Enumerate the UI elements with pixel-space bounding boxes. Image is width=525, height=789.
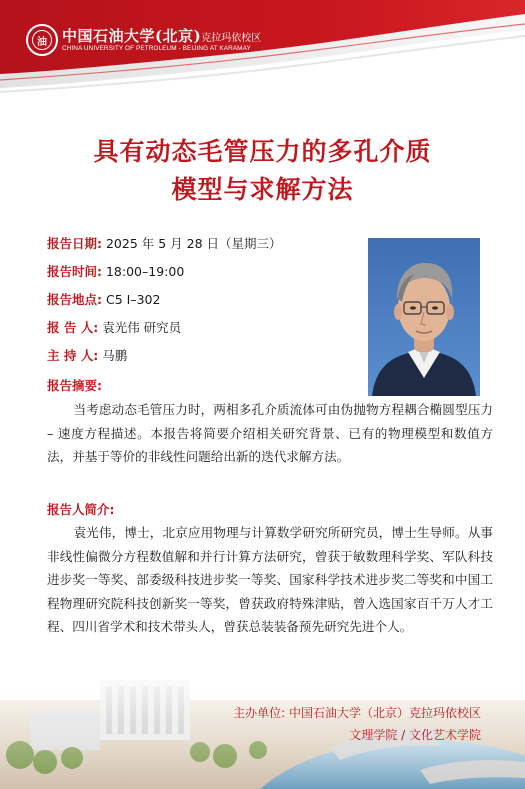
- header-swoosh: [0, 0, 525, 110]
- lecture-title: [0, 133, 525, 209]
- info-speaker: [47, 318, 181, 336]
- speaker-value: 袁光伟 研究员: [102, 320, 182, 335]
- info-time: [47, 262, 184, 280]
- speaker-photo: [368, 238, 480, 396]
- info-host: [47, 346, 127, 364]
- info-date: [47, 234, 282, 252]
- title-line-1: 具有动态毛管压力的多孔介质: [93, 137, 432, 166]
- host-label: 主 持 人:: [47, 348, 99, 363]
- speaker-label: 报 告 人:: [47, 320, 99, 335]
- bio-label: 报告人简介:: [47, 502, 115, 517]
- place-label: 报告地点:: [47, 292, 102, 307]
- time-value: 18:00–19:00: [105, 264, 185, 279]
- date-value: 2025 年 5 月 28 日（星期三）: [105, 236, 282, 251]
- place-value: C5 I–302: [105, 292, 161, 307]
- organizer-line-1: 主办单位: 中国石油大学（北京）克拉玛依校区: [233, 706, 481, 720]
- campus-name: 克拉玛依校区: [201, 33, 262, 44]
- host-value: 马鹏: [102, 348, 128, 363]
- title-line-2: 模型与求解方法: [171, 175, 354, 204]
- info-place: [47, 290, 160, 308]
- university-seal-icon: 油: [26, 24, 58, 56]
- school-name-cn: [62, 25, 261, 46]
- date-label: 报告日期:: [47, 236, 102, 251]
- school-name-en: CHINA UNIVERSITY OF PETROLEUM - BEIJING AT KARAMAY: [62, 45, 251, 52]
- time-label: 报告时间:: [47, 264, 102, 279]
- bio-text: 袁光伟，博士，北京应用物理与计算数学研究所研究员，博士生导师。从事非线性偏微分方程数值解和并行计算方法研究，曾获于敏数理科学奖、军队科技进步奖一等奖、部委级科技进步奖一等奖、国家科学技术进步奖二等奖和中国工程物理研究院科技创新奖一等奖，曾获政府特殊津贴，曾入选国家百千万人才工程、四川省学术和技术带头人，曾获总装装备预先研究先进个人。: [47, 525, 493, 634]
- campus-illustration: [0, 660, 525, 789]
- school-name: 中国石油大学(北京): [62, 27, 202, 45]
- organizer-line-2: 文理学院 / 文化艺术学院: [349, 728, 481, 742]
- abstract-text: 当考虑动态毛管压力时，两相多孔介质流体可由伪抛物方程耦合椭圆型压力 – 速度方程描述。本报告将简要介绍相关研究背景、已有的物理模型和数值方法，并基于等价的非线性问题给出新的迭代求解方法。: [47, 402, 493, 464]
- header-banner: [0, 0, 525, 110]
- abstract-label: 报告摘要:: [47, 378, 102, 393]
